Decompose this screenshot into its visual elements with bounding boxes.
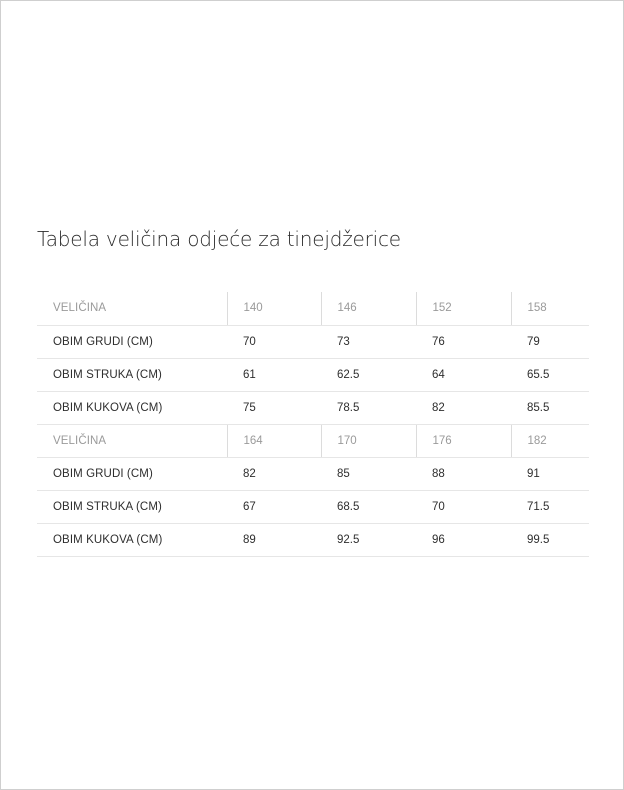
- measure-label: OBIM STRUKA (CM): [37, 490, 227, 523]
- measure-value: 79: [511, 325, 589, 358]
- size-header-row: [37, 424, 589, 457]
- measure-value: 92.5: [321, 523, 416, 556]
- size-header-label: VELIČINA: [37, 292, 227, 325]
- measure-value: 85.5: [511, 391, 589, 424]
- size-header-cell: 164: [227, 424, 321, 457]
- page-title: Tabela veličina odjeće za tinejdžerice: [37, 227, 401, 251]
- table-row: [37, 358, 589, 391]
- measure-value: 82: [227, 457, 321, 490]
- measure-value: 67: [227, 490, 321, 523]
- size-chart-table: [37, 292, 589, 557]
- measure-value: 85: [321, 457, 416, 490]
- size-header-cell: 158: [511, 292, 589, 325]
- size-header-cell: 140: [227, 292, 321, 325]
- table-row: [37, 391, 589, 424]
- table-row: [37, 523, 589, 556]
- measure-value: 88: [416, 457, 511, 490]
- measure-value: 96: [416, 523, 511, 556]
- measure-value: 89: [227, 523, 321, 556]
- measure-value: 73: [321, 325, 416, 358]
- measure-value: 78.5: [321, 391, 416, 424]
- measure-value: 75: [227, 391, 321, 424]
- measure-value: 70: [227, 325, 321, 358]
- measure-label: OBIM STRUKA (CM): [37, 358, 227, 391]
- measure-value: 70: [416, 490, 511, 523]
- size-header-label: VELIČINA: [37, 424, 227, 457]
- measure-value: 68.5: [321, 490, 416, 523]
- measure-value: 82: [416, 391, 511, 424]
- measure-value: 61: [227, 358, 321, 391]
- table-row: [37, 490, 589, 523]
- measure-label: OBIM KUKOVA (CM): [37, 523, 227, 556]
- measure-label: OBIM GRUDI (CM): [37, 325, 227, 358]
- measure-value: 71.5: [511, 490, 589, 523]
- measure-label: OBIM GRUDI (CM): [37, 457, 227, 490]
- size-header-cell: 176: [416, 424, 511, 457]
- size-header-cell: 152: [416, 292, 511, 325]
- table-row: [37, 325, 589, 358]
- size-header-cell: 182: [511, 424, 589, 457]
- size-header-cell: 146: [321, 292, 416, 325]
- size-header-row: [37, 292, 589, 325]
- measure-value: 64: [416, 358, 511, 391]
- measure-value: 62.5: [321, 358, 416, 391]
- measure-value: 65.5: [511, 358, 589, 391]
- measure-value: 99.5: [511, 523, 589, 556]
- measure-label: OBIM KUKOVA (CM): [37, 391, 227, 424]
- table-row: [37, 457, 589, 490]
- measure-value: 91: [511, 457, 589, 490]
- size-header-cell: 170: [321, 424, 416, 457]
- measure-value: 76: [416, 325, 511, 358]
